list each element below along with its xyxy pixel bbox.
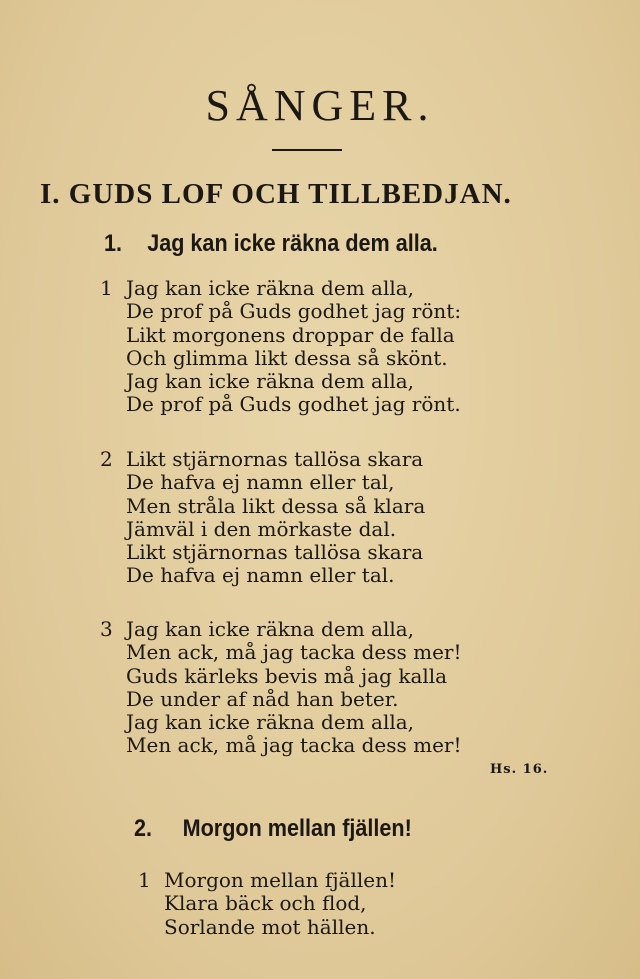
verse-line: Jag kan icke räkna dem alla,: [126, 710, 415, 735]
song-title: [134, 815, 412, 843]
song-title: [104, 230, 438, 258]
verse-line: Men ack, må jag tacka dess mer!: [126, 733, 462, 758]
verse-line: De prof på Guds godhet jag rönt:: [126, 299, 462, 324]
stanza-lines: [126, 618, 462, 758]
stanza-lines: [164, 869, 396, 939]
page-title: SÅNGER.: [205, 81, 435, 130]
stanza-number: 1: [138, 868, 151, 892]
verse-line: Likt stjärnornas tallösa skara: [126, 447, 424, 471]
stanza-number: 3: [100, 617, 113, 641]
stanza-lines: [126, 448, 425, 588]
verse-line: De prof på Guds godhet jag rönt.: [126, 392, 461, 417]
verse-line: De under af nåd han beter.: [126, 686, 399, 711]
song-number: 1.: [104, 230, 123, 257]
song-number: 2.: [134, 815, 153, 842]
hymn-reference: Hs. 16.: [490, 762, 549, 777]
verse-line: Likt morgonens droppar de falla: [126, 322, 455, 347]
stanza-lines: [126, 277, 461, 417]
verse-line: Likt stjärnornas tallösa skara: [126, 540, 424, 565]
song-title-text: Morgon mellan fjällen!: [182, 815, 412, 842]
verse-line: Jag kan icke räkna dem alla,: [126, 276, 415, 300]
verse-line: Men stråla likt dessa så klara: [126, 493, 426, 518]
verse-line: Jag kan icke räkna dem alla,: [126, 369, 415, 394]
verse-line: Och glimma likt dessa så skönt.: [126, 345, 448, 370]
song-title-text: Jag kan icke räkna dem alla.: [147, 230, 438, 257]
stanza-number: 1: [100, 276, 113, 300]
verse-line: Klara bäck och flod,: [164, 891, 367, 916]
verse-line: Sorlande mot hällen.: [164, 914, 376, 939]
verse-line: De hafva ej namn eller tal.: [126, 563, 395, 588]
verse-line: Morgon mellan fjällen!: [164, 868, 396, 892]
verse-line: De hafva ej namn eller tal,: [126, 470, 395, 495]
section-heading: I. GUDS LOF OCH TILLBEDJAN.: [40, 178, 512, 210]
verse-line: Jag kan icke räkna dem alla,: [126, 617, 415, 641]
verse-line: Jämväl i den mörkaste dal.: [126, 516, 397, 541]
title-divider: [272, 149, 342, 151]
verse-line: Guds kärleks bevis må jag kalla: [126, 663, 448, 688]
stanza-number: 2: [100, 447, 113, 471]
verse-line: Men ack, må jag tacka dess mer!: [126, 640, 462, 665]
